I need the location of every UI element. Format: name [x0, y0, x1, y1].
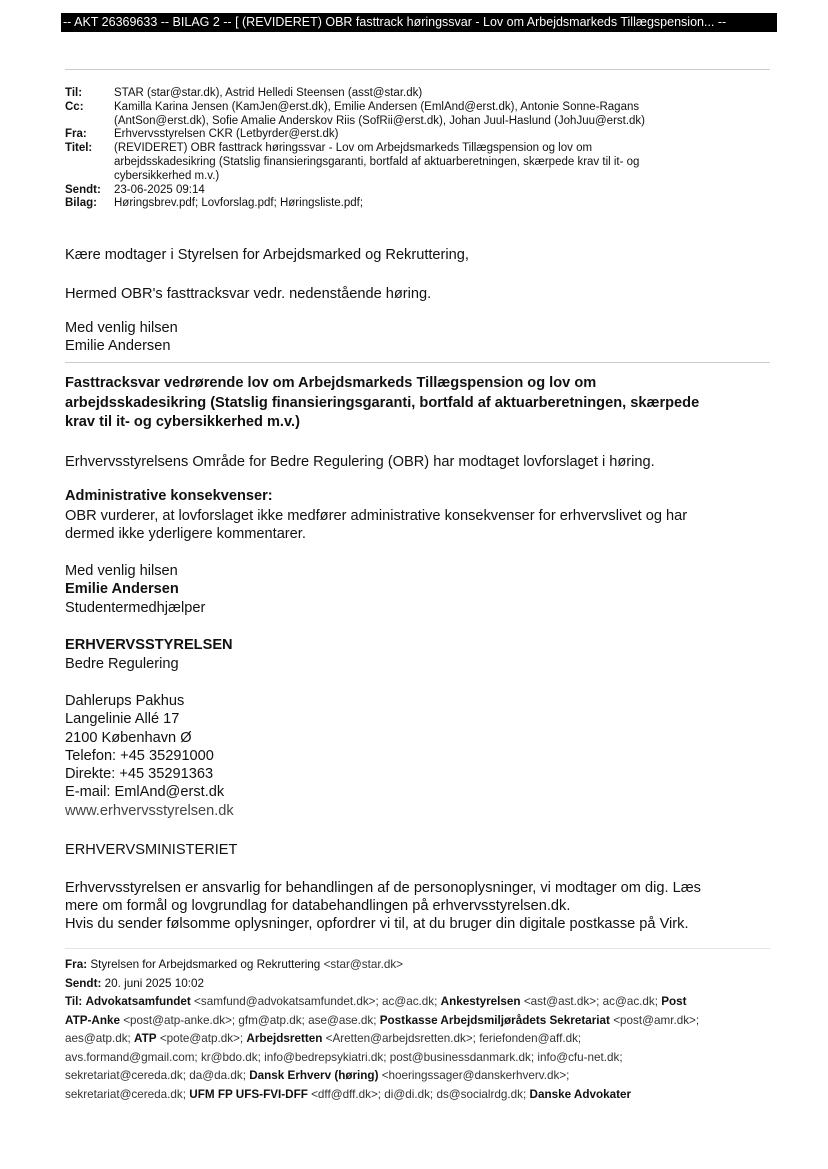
divider-forward: [65, 948, 770, 949]
admin-heading: Administrative konsekvenser:: [65, 488, 273, 504]
email-line[interactable]: E-mail: EmlAnd@erst.dk: [65, 784, 225, 801]
privacy-line: Hvis du sender følsomme oplysninger, opfordrer vi til, at du bruger din digitale postkasse på Virk.: [65, 916, 689, 932]
address-line: Langelinie Allé 17: [65, 711, 180, 728]
document-title-bar: -- AKT 26369633 -- BILAG 2 -- [ (REVIDERET) OBR fasttrack høringssvar - Lov om Arbejdsmarkeds Tillægspension... --: [61, 13, 777, 32]
header-to-row: [65, 87, 645, 101]
signer-role: Studentermedhjælper: [65, 600, 206, 616]
forwarded-message-header: [65, 956, 775, 1104]
recipient-email: ac@ac.dk;: [602, 995, 658, 1008]
forwarded-sent-label: Sendt:: [65, 976, 102, 990]
email-header: [65, 87, 745, 211]
contact-block: [65, 692, 234, 820]
admin-line: OBR vurderer, at lovforslaget ikke medfører administrative konsekvenser for erhvervslivet og har: [65, 508, 688, 524]
address-line: Dahlerups Pakhus: [65, 693, 185, 709]
recipient-email: <hoeringssager@danskerhverv.dk>;: [381, 1069, 570, 1082]
header-title-row: [65, 142, 645, 183]
recipient-email: post@businessdanmark.dk;: [389, 1050, 535, 1064]
recipient-email: ds@socialrdg.dk;: [436, 1087, 527, 1101]
to-value: STAR (star@star.dk), Astrid Helledi Steensen (asst@star.dk): [114, 87, 423, 99]
title-line: cybersikkerhed m.v.): [114, 169, 220, 182]
forwarded-to-label: Til:: [65, 995, 83, 1008]
website-link[interactable]: www.erhvervsstyrelsen.dk: [65, 802, 234, 819]
recipient-name: Post: [661, 995, 687, 1008]
regards-2: Med venlig hilsen: [65, 563, 178, 579]
phone-line: Telefon: +45 35291000: [65, 747, 214, 764]
organization-unit: Bedre Regulering: [65, 656, 179, 672]
forwarded-sent-line: [65, 975, 775, 994]
forwarded-from-name: Styrelsen for Arbejdsmarked og Rekruttering: [90, 958, 321, 971]
privacy-line: mere om formål og lovgrundlag for databehandlingen på erhvervsstyrelsen.dk.: [65, 898, 571, 914]
response-heading: [65, 374, 765, 433]
recipient-name: ATP: [134, 1032, 157, 1045]
from-label: Fra:: [65, 128, 87, 141]
recipient-email: <ast@ast.dk>;: [523, 995, 600, 1008]
attachments-value: Høringsbrev.pdf; Lovforslag.pdf; Høringsliste.pdf;: [114, 197, 364, 210]
to-label: Til:: [65, 87, 83, 99]
signer-name-2: Emilie Andersen: [65, 581, 179, 597]
recipient-email: aes@atp.dk;: [65, 1032, 131, 1045]
intro: Hermed OBR's fasttracksvar vedr. nedenstående høring.: [65, 286, 432, 302]
ministry-name: ERHVERVSMINISTERIET: [65, 842, 238, 858]
recipient-email: di@di.dk;: [384, 1087, 434, 1101]
recipient-email: ac@ac.dk;: [382, 995, 438, 1008]
heading-line: Fasttracksvar vedrørende lov om Arbejdsmarkeds Tillægspension og lov om: [65, 375, 597, 391]
header-attachments-row: [65, 197, 645, 211]
organization-name: ERHVERVSSTYRELSEN: [65, 637, 233, 653]
recipient-name: ATP-Anke: [65, 1013, 120, 1027]
forwarded-recipients: [65, 993, 775, 1104]
recipient-email: sekretariat@cereda.dk;: [65, 1087, 187, 1101]
cc-line: (AntSon@erst.dk), Sofie Amalie Anderskov Riis (SofRii@erst.dk), Johan Juul-Haslund (JohJuu@erst.dk): [114, 114, 646, 127]
cc-label: Cc:: [65, 100, 84, 113]
recipient-email: <dff@dff.dk>;: [311, 1087, 382, 1101]
regards-1: Med venlig hilsen: [65, 320, 178, 336]
recipient-email: kr@bdo.dk;: [200, 1050, 261, 1064]
recipient-email: gfm@atp.dk;: [238, 1013, 305, 1027]
recipient-name: Danske Advokater: [529, 1087, 632, 1101]
recipient-email: <Aretten@arbejdsretten.dk>;: [325, 1032, 476, 1045]
header-from-row: [65, 128, 645, 142]
recipient-email: info@cfu-net.dk;: [537, 1050, 623, 1064]
privacy-line: Erhvervsstyrelsen er ansvarlig for behandlingen af de personoplysninger, vi modtager om dig. Læs: [65, 880, 701, 896]
greeting: Kære modtager i Styrelsen for Arbejdsmarked og Rekruttering,: [65, 247, 469, 263]
recipient-name: Dansk Erhverv (høring): [249, 1069, 379, 1082]
recipient-email: <samfund@advokatsamfundet.dk>;: [194, 995, 379, 1008]
address-line: 2100 København Ø: [65, 729, 192, 746]
title-line: (REVIDERET) OBR fasttrack høringssvar - Lov om Arbejdsmarkeds Tillægspension og lov om: [114, 142, 593, 155]
title-line: arbejdsskadesikring (Statslig finansieringsgaranti, bortfald af aktuarberetningen, skærpede krav til it- og: [114, 155, 640, 168]
forwarded-sent-value: 20. juni 2025 10:02: [104, 976, 205, 990]
recipient-name: UFM FP UFS-FVI-DFF: [189, 1087, 308, 1101]
received-statement: Erhvervsstyrelsens Område for Bedre Regulering (OBR) har modtaget lovforslaget i høring.: [65, 454, 655, 470]
recipient-email: <post@atp-anke.dk>;: [123, 1013, 236, 1027]
recipient-email: <pote@atp.dk>;: [159, 1032, 244, 1045]
title-label: Titel:: [65, 142, 93, 155]
recipient-email: da@da.dk;: [189, 1069, 246, 1082]
from-value: Erhvervsstyrelsen CKR (Letbyrder@erst.dk): [114, 128, 339, 141]
recipient-email: info@bedrepsykiatri.dk;: [264, 1050, 387, 1064]
recipient-name: Postkasse Arbejdsmiljørådets Sekretariat: [379, 1013, 610, 1027]
heading-line: arbejdsskadesikring (Statslig finansieringsgaranti, bortfald af aktuarberetningen, skærpede: [65, 394, 700, 411]
cc-line: Kamilla Karina Jensen (KamJen@erst.dk), Emilie Andersen (EmlAnd@erst.dk), Antonie Sonne-Ragans: [114, 100, 640, 113]
admin-line: dermed ikke yderligere kommentarer.: [65, 526, 306, 542]
divider-top: [65, 69, 770, 70]
recipient-email: <post@amr.dk>;: [613, 1013, 700, 1027]
forwarded-from-email: <star@star.dk>: [323, 958, 403, 971]
recipient-email: feriefonden@aff.dk;: [479, 1032, 582, 1045]
sent-value: 23-06-2025 09:14: [114, 183, 205, 196]
recipient-name: Arbejdsretten: [246, 1032, 323, 1045]
cc-value: [114, 101, 645, 129]
recipient-name: Ankestyrelsen: [440, 995, 521, 1008]
signer-name-1: Emilie Andersen: [65, 338, 171, 354]
title-value: [114, 142, 645, 183]
direct-phone-line: Direkte: +45 35291363: [65, 766, 214, 783]
forwarded-from-label: Fra:: [65, 958, 88, 971]
header-sent-row: [65, 184, 645, 198]
recipient-email: avs.formand@gmail.com;: [65, 1050, 198, 1064]
sent-label: Sendt:: [65, 183, 101, 196]
header-cc-row: [65, 101, 645, 129]
recipient-name: Advokatsamfundet: [85, 995, 191, 1008]
recipient-email: sekretariat@cereda.dk;: [65, 1069, 187, 1082]
heading-line: krav til it- og cybersikkerhed m.v.): [65, 414, 300, 430]
recipient-email: ase@ase.dk;: [308, 1013, 377, 1027]
divider-middle: [65, 362, 770, 363]
forwarded-from-line: [65, 956, 775, 975]
attachments-label: Bilag:: [65, 197, 97, 210]
